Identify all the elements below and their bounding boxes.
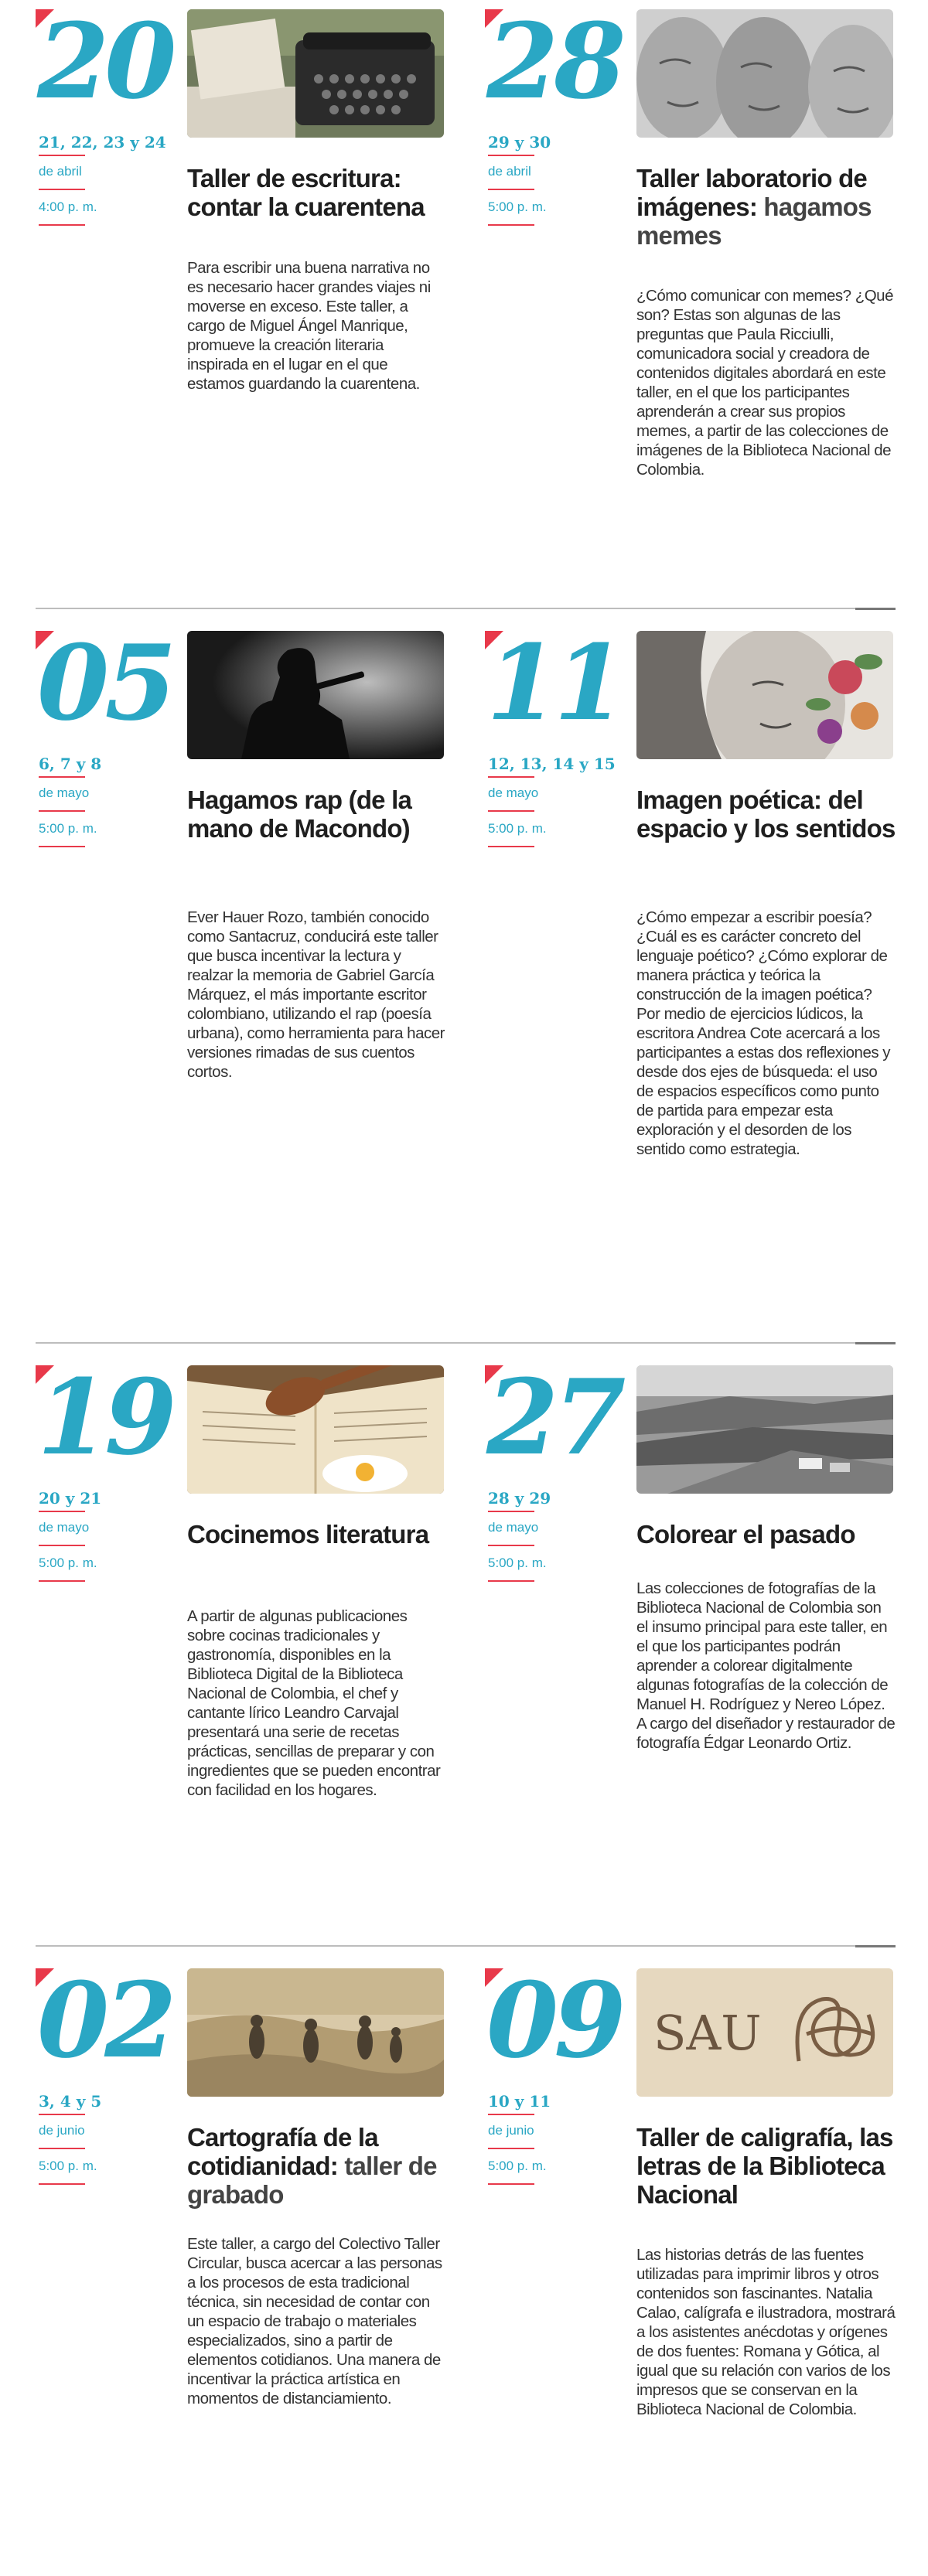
event-title: Imagen poética: del espacio y los sentidos bbox=[636, 785, 896, 843]
event-title: Taller de caligrafía, las letras de la Biblioteca Nacional bbox=[636, 2123, 893, 2209]
event-days: 20 y 21 bbox=[39, 1489, 102, 1508]
event-time: 5:00 p. m. bbox=[488, 1555, 547, 1570]
event-days: 3, 4 y 5 bbox=[39, 2092, 102, 2111]
event-day-number: 09 bbox=[486, 1959, 622, 2081]
event-description: Las historias detrás de las fuentes utilizadas para imprimir libros y otros contenidos son fascinantes. Natalia Calao, calígrafa e ilustradora, mostrará a los asistentes anécdotas y orígenes de dos fuentes: Romana y Gótica, al igual que su relación con varios de los impresos que se conservan en la Biblioteca Nacional de Colombia. bbox=[636, 2246, 896, 2418]
event-days: 10 y 11 bbox=[488, 2092, 551, 2111]
event-description: A partir de algunas publicaciones sobre cocinas tradicionales y gastronomía, disponibles en la Biblioteca Digital de la Biblioteca Nacional de Colombia, el chef y cantante lírico Leandro Carvajal presentará una serie de recetas prácticas, sencillas de preparar y con ingredientes que se pueden encontrar con facilidad en los hogares. bbox=[187, 1607, 441, 1799]
event-title: Colorear el pasado bbox=[636, 1520, 855, 1549]
event-day-number: 27 bbox=[486, 1356, 622, 1478]
event-day-number: 19 bbox=[37, 1356, 172, 1478]
event-time: 5:00 p. m. bbox=[488, 199, 547, 214]
event-month: de mayo bbox=[39, 785, 90, 800]
event-month: de mayo bbox=[39, 1520, 90, 1535]
event-day-number: 28 bbox=[486, 0, 622, 122]
event-days: 12, 13, 14 y 15 bbox=[488, 755, 616, 773]
engraving-image bbox=[187, 1968, 444, 2097]
event-day-number: 11 bbox=[486, 622, 622, 744]
event-month: de junio bbox=[488, 2123, 534, 2138]
event-description: Las colecciones de fotografías de la Biblioteca Nacional de Colombia son el insumo principal para este taller, en el que los participantes podrán aprender a colorear digitalmente algunas fotografías de la colección de Manuel H. Rodríguez y Nereo López. A cargo del diseñador y restaurador de fotografía Édgar Leonardo Ortiz. bbox=[636, 1579, 896, 1752]
event-month: de mayo bbox=[488, 1520, 539, 1535]
event-days: 6, 7 y 8 bbox=[39, 755, 102, 773]
event-month: de abril bbox=[488, 164, 531, 179]
svg-text:SAU: SAU bbox=[653, 2005, 762, 2061]
event-time: 5:00 p. m. bbox=[39, 2159, 97, 2173]
event-time: 5:00 p. m. bbox=[39, 1555, 97, 1570]
event-title: Cocinemos literatura bbox=[187, 1520, 429, 1549]
section-divider bbox=[36, 608, 896, 609]
event-day-number: 05 bbox=[37, 622, 172, 744]
calligraphy-image bbox=[636, 1968, 893, 2097]
event-day-number: 20 bbox=[37, 0, 172, 122]
cookbook-image bbox=[187, 1365, 444, 1494]
face-flowers-image bbox=[636, 631, 893, 759]
event-days: 21, 22, 23 y 24 bbox=[39, 133, 166, 152]
section-divider bbox=[36, 1342, 896, 1344]
section-divider bbox=[36, 1945, 896, 1947]
event-title: Cartografía de la cotidianidad: taller de grabado bbox=[187, 2123, 437, 2209]
event-days: 28 y 29 bbox=[488, 1489, 551, 1508]
event-description: Para escribir una buena narrativa no es necesario hacer grandes viajes ni moverse en exceso. Este taller, a cargo de Miguel Ángel Manrique, promueve la creación literaria inspirada en el lugar en el que estamos guardando la cuarentena. bbox=[187, 259, 431, 393]
event-month: de abril bbox=[39, 164, 82, 179]
event-day-number: 02 bbox=[37, 1959, 172, 2081]
event-time: 5:00 p. m. bbox=[488, 821, 547, 836]
event-month: de junio bbox=[39, 2123, 85, 2138]
portrait-drawing-image bbox=[636, 9, 893, 138]
event-description: ¿Cómo comunicar con memes? ¿Qué son? Estas son algunas de las preguntas que Paula Ricciulli, comunicadora social y creadora de contenidos digitales abordará en este taller, en el que los participantes aprenderán a crear sus propios memes, a partir de las colecciones de imágenes de la Biblioteca Nacional de Colombia. bbox=[636, 287, 893, 479]
event-time: 5:00 p. m. bbox=[488, 2159, 547, 2173]
event-description: Ever Hauer Rozo, también conocido como Santacruz, conducirá este taller que busca incentivar la lectura y realzar la memoria de Gabriel García Márquez, el más importante escritor colombiano, utilizando el rap (poesía urbana), como herramienta para hacer versiones rimadas de sus cuentos cortos. bbox=[187, 908, 445, 1081]
event-title: Taller laboratorio de imágenes: hagamos memes bbox=[636, 164, 872, 250]
rapper-image bbox=[187, 631, 444, 759]
event-time: 5:00 p. m. bbox=[39, 821, 97, 836]
event-title: Taller de escritura: contar la cuarentena bbox=[187, 164, 425, 221]
old-city-photo-image bbox=[636, 1365, 893, 1494]
typewriter-image bbox=[187, 9, 444, 138]
event-days: 29 y 30 bbox=[488, 133, 551, 152]
event-time: 4:00 p. m. bbox=[39, 199, 97, 214]
event-month: de mayo bbox=[488, 785, 539, 800]
event-title: Hagamos rap (de la mano de Macondo) bbox=[187, 785, 412, 843]
event-description: Este taller, a cargo del Colectivo Taller Circular, busca acercar a las personas a los procesos de esta tradicional técnica, sin necesidad de contar con un espacio de trabajo o materiales especializados, sino a partir de elementos cotidianos. Una manera de incentivar la práctica artística en momentos de distanciamiento. bbox=[187, 2235, 442, 2407]
event-description: ¿Cómo empezar a escribir poesía? ¿Cuál es es carácter concreto del lenguaje poético? ¿Cómo explorar de manera práctica y teórica la construcción de la imagen poética? Por medio de ejercicios lúdicos, la escritora Andrea Cote acercará a los participantes a estas dos reflexiones y desde dos ejes de búsqueda: el uso de espacios específicos como punto de partida para empezar esta exploración y el desorden de los sentido como estrategia. bbox=[636, 908, 891, 1158]
